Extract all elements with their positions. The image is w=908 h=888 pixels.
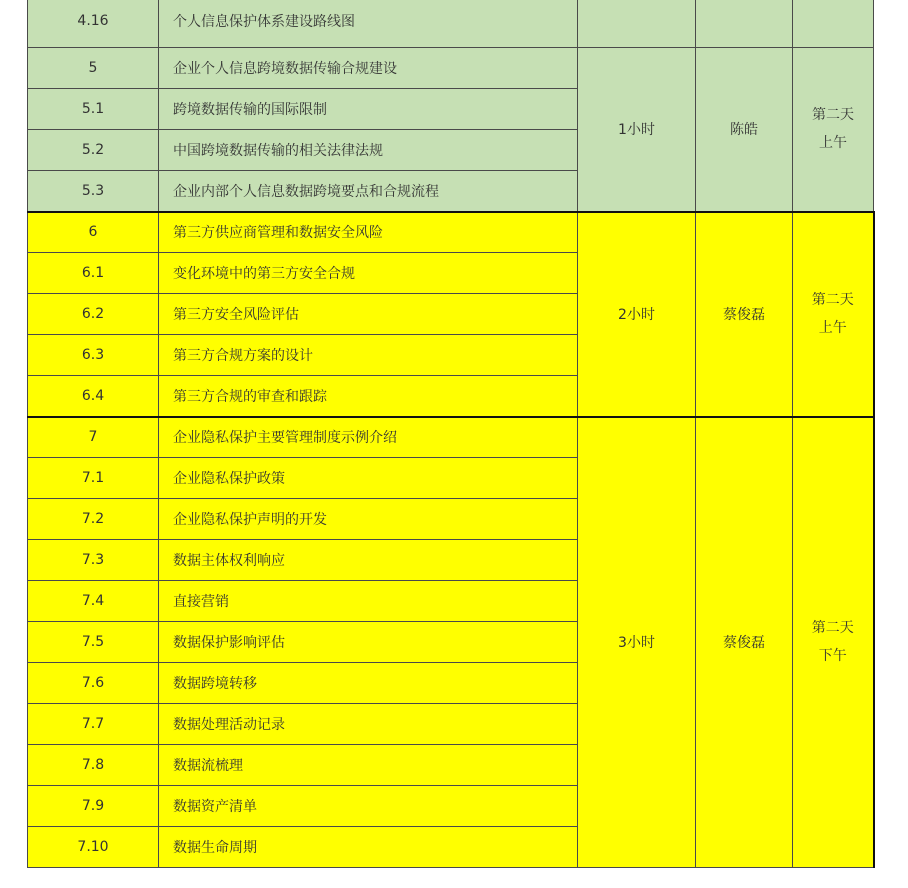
item-number: 6.4: [28, 376, 159, 417]
item-number: 6.3: [28, 335, 159, 376]
item-number: 7.9: [28, 786, 159, 827]
duration-cell: 1小时: [578, 48, 696, 212]
item-topic: 企业隐私保护主要管理制度示例介绍: [159, 417, 578, 458]
table-row: [28, 212, 874, 253]
item-topic: 企业隐私保护声明的开发: [159, 499, 578, 540]
item-topic: 数据生命周期: [159, 827, 578, 868]
item-topic: 数据保护影响评估: [159, 622, 578, 663]
duration-cell: 2小时: [578, 212, 696, 417]
item-topic: 个人信息保护体系建设路线图: [159, 0, 578, 48]
item-topic: 数据资产清单: [159, 786, 578, 827]
item-number: 7.10: [28, 827, 159, 868]
duration-cell: 3小时: [578, 417, 696, 868]
item-number: 7: [28, 417, 159, 458]
item-topic: 直接营销: [159, 581, 578, 622]
item-topic: 跨境数据传输的国际限制: [159, 89, 578, 130]
instructor-cell: 陈皓: [696, 48, 793, 212]
item-topic: 企业个人信息跨境数据传输合规建设: [159, 48, 578, 89]
item-topic: 数据处理活动记录: [159, 704, 578, 745]
item-topic: 第三方合规的审查和跟踪: [159, 376, 578, 417]
session-cell: [793, 212, 874, 417]
item-number: 7.8: [28, 745, 159, 786]
session-cell: [793, 0, 874, 48]
item-number: 4.16: [28, 0, 159, 48]
item-topic: 企业隐私保护政策: [159, 458, 578, 499]
session-period: 上午: [818, 320, 847, 336]
item-topic: 数据跨境转移: [159, 663, 578, 704]
item-number: 5.3: [28, 171, 159, 212]
item-number: 7.3: [28, 540, 159, 581]
item-topic: 数据流梳理: [159, 745, 578, 786]
item-number: 7.7: [28, 704, 159, 745]
table-row: [28, 417, 874, 458]
item-number: 6: [28, 212, 159, 253]
item-topic: 第三方安全风险评估: [159, 294, 578, 335]
item-topic: 数据主体权利响应: [159, 540, 578, 581]
item-topic: 第三方合规方案的设计: [159, 335, 578, 376]
item-number: 7.6: [28, 663, 159, 704]
instructor-cell: [696, 0, 793, 48]
session-period: 上午: [819, 135, 847, 152]
table-row: [28, 0, 874, 48]
instructor-cell: 蔡俊磊: [696, 212, 793, 417]
session-period: 下午: [818, 648, 847, 665]
item-number: 7.5: [28, 622, 159, 663]
item-topic: 第三方供应商管理和数据安全风险: [159, 212, 578, 253]
item-number: 6.2: [28, 294, 159, 335]
session-day: 第二天: [811, 620, 854, 637]
instructor-cell: 蔡俊磊: [696, 417, 793, 868]
course-schedule-table: [27, 0, 875, 868]
item-topic: 企业内部个人信息数据跨境要点和合规流程: [159, 171, 578, 212]
session-cell: [793, 48, 874, 212]
item-number: 7.2: [28, 499, 159, 540]
table-row: [28, 48, 874, 89]
session-day: 第二天: [811, 292, 854, 308]
item-number: 5.2: [28, 130, 159, 171]
item-number: 6.1: [28, 253, 159, 294]
duration-cell: [578, 0, 696, 48]
item-number: 7.4: [28, 581, 159, 622]
item-number: 7.1: [28, 458, 159, 499]
session-cell: [793, 417, 874, 868]
item-topic: 变化环境中的第三方安全合规: [159, 253, 578, 294]
item-number: 5.1: [28, 89, 159, 130]
item-number: 5: [28, 48, 159, 89]
item-topic: 中国跨境数据传输的相关法律法规: [159, 130, 578, 171]
session-day: 第二天: [812, 107, 854, 124]
